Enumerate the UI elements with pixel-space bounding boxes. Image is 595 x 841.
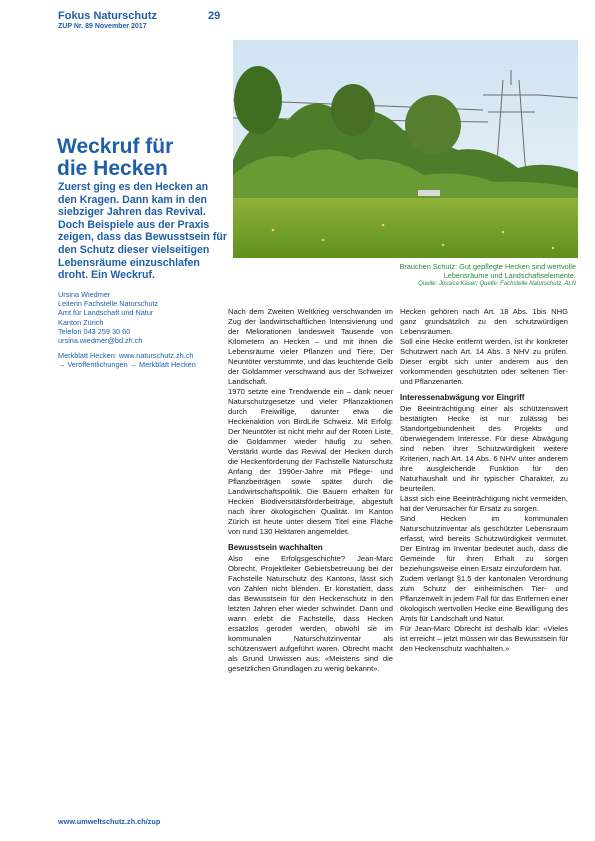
author-block — [58, 290, 233, 345]
footer-url-link[interactable]: www.umweltschutz.zh.ch/zup — [58, 817, 161, 826]
subheading: Bewusstsein wachhalten — [228, 543, 323, 552]
photo-caption — [300, 262, 576, 289]
author-email-link[interactable]: ursina.wiedmer@bd.zh.ch — [58, 336, 143, 346]
caption-line-2: Lebensräume und Landschaftselemente. — [443, 271, 576, 280]
caption-line-1: Brauchen Schutz: Gut gepflegte Hecken sind wertvolle — [399, 262, 576, 271]
article-lead: Zuerst ging es den Hecken an den Kragen. Dann kam in den siebziger Jahren das Revival. Doch Beispiele aus der Praxis zeigen, dass das Bewusstsein für den Schutz dieser vielseitigen Lebensräume einzuschlafen droht. Ein Weckruf. — [58, 181, 227, 282]
headline-line-1: Weckruf für — [57, 135, 174, 158]
paragraph: Zudem verlangt §1.5 der kantonalen Verordnung zum Schutz der einheimischen Tier- und Pflanzenwelt in jedem Fall für das Entfernen einer ökologisch wertvollen Hecke eine Bewilligung des Amts für Landschaft und Natur. — [400, 573, 568, 623]
author-phone: Telefon 043 259 30 60 — [58, 326, 131, 336]
author-role: Leiterin Fachstelle Naturschutz — [58, 299, 159, 309]
author-office: Amt für Landschaft und Natur — [58, 308, 154, 318]
paragraph: Hecken gehören nach Art. 18 Abs. 1bis NHG ganz grundsätzlich zu den schutzwürdigen Lebensräumen. — [400, 307, 568, 336]
headline-line-2: die Hecken — [57, 157, 168, 180]
author-name: Ursina Wiedmer — [58, 290, 111, 299]
paragraph: Die Beeinträchtigung einer als schützenswert bestätigten Hecke ist nur zulässig bei Standortgebundenheit des Projekts und überwiegendem Interesse. Für diese Abwägung sind neben ihrer Schutzwürdigkeit weitere Kriterien, nach Art. 14 Abs. 6 NHV unter anderem ihre ausgleichende Funktion für den Naturhaushalt und ihr typischer Charakter, zu beurteilen. — [400, 403, 568, 493]
photo-source: Quelle: Jessica Käser; Quelle: Fachstelle Naturschutz, ALN — [418, 281, 576, 287]
body-column-2 — [400, 307, 568, 654]
hedge-photo — [233, 40, 578, 258]
magazine-section-title: Fokus Naturschutz — [58, 10, 158, 22]
paragraph: Also eine Erfolgsgeschichte? Jean-Marc Obrecht, Projektleiter Gebietsbetreuung bei der Fachstelle Naturschutz des Kantons, lässt sich von Zahlen nicht blenden. Er konstatiert, dass das Bewusstsein für den Heckenschutz in den letzten Jahren eher wieder schwindet. Dann und wann erlebt die Fachstelle, dass Hecken ersatzlos gerodet werden, obwohl sie im kommunalen Naturschutzinventar als schützenswert aufgeführt waren. Obrecht macht als Grund Unwissen aus: «Meistens sind die gesetzlichen Grundlagen zu wenig bekannt». — [228, 553, 393, 673]
author-canton: Kanton Zürich — [58, 317, 104, 327]
paragraph: 1970 setzte eine Trendwende ein – dank neuer Naturschutzgesetze und vieler Pflanzaktionen durch Freiwillige, darunter etwa die Heckenaktion von BirdLife Schweiz. Mit Erfolg: Der Neuntöter ist nicht mehr auf der Roten Liste, die Goldammer wieder häufig zu sehen. Verstärkt wurde das Revival der Hecken durch die Heckenförderung der Fachstelle Naturschutz Anfang der 1990er-Jahre mit Pflege- und Pflanzbeiträgen sowie später durch die Landwirtschaftspolitik. Die Bauern erhalten für Hecken Biodiversitätsförderbeiträge, abgestuft nach ihrer ökologischen Qualität. Im Kanton Zürich ist heute unter diesem Titel eine Fläche von rund 130 Hektaren angemeldet. — [228, 387, 393, 536]
paragraph: Soll eine Hecke entfernt werden, ist ihr konkreter Schutzwert nach Art. 14 Abs. 3 NHV zu prüfen. Dieser ergibt sich unter anderem aus den vorkommenden geschützten oder seltenen Tier- und Pflanzenarten. — [400, 337, 568, 386]
merkblatt-line-1[interactable]: Merkblatt Hecken: www.naturschutz.zh.ch — [58, 351, 194, 360]
issue-label: ZUP Nr. 89 November 2017 — [58, 23, 147, 30]
merkblatt-line-2[interactable]: → Veröffentlichungen → Merkblatt Hecken — [58, 360, 196, 370]
merkblatt-link-block[interactable] — [58, 351, 233, 369]
paragraph: Für Jean-Marc Obrecht ist deshalb klar: «Vieles ist erreicht – jetzt müssen wir das Bewusstsein für den Heckenschutz wachhalten.» — [400, 623, 568, 653]
body-column-1 — [228, 307, 393, 674]
page-number: 29 — [208, 10, 221, 22]
paragraph: Sind Hecken im kommunalen Naturschutzinventar als geschützter Lebensraum erfasst, wird bereits Schutzwürdigkeit vermutet. Der Eintrag im Inventar bedeutet auch, dass die Gemeinde für ihren Erhalt zu sorgen beziehungsweise einen Ersatz einzufordern hat. — [400, 513, 568, 573]
article-headline — [57, 136, 237, 180]
subheading: Interessenabwägung vor Eingriff — [400, 393, 525, 402]
paragraph: Nach dem Zweiten Weltkrieg verschwanden im Zug der landwirtschaftlichen Intensivierung und der Meliorationen landesweit Tausende von Kilometern an Hecken – und mit ihnen die Lebensräume vieler Pflanzen und Tiere. Der Neuntöter verstummte, und das leuchtende Gelb der Goldammer verschwand aus der Schweizer Landschaft. — [228, 307, 393, 386]
paragraph: Lässt sich eine Beeinträchtigung nicht vermeiden, hat der Verursacher für Ersatz zu sorgen. — [400, 493, 568, 513]
